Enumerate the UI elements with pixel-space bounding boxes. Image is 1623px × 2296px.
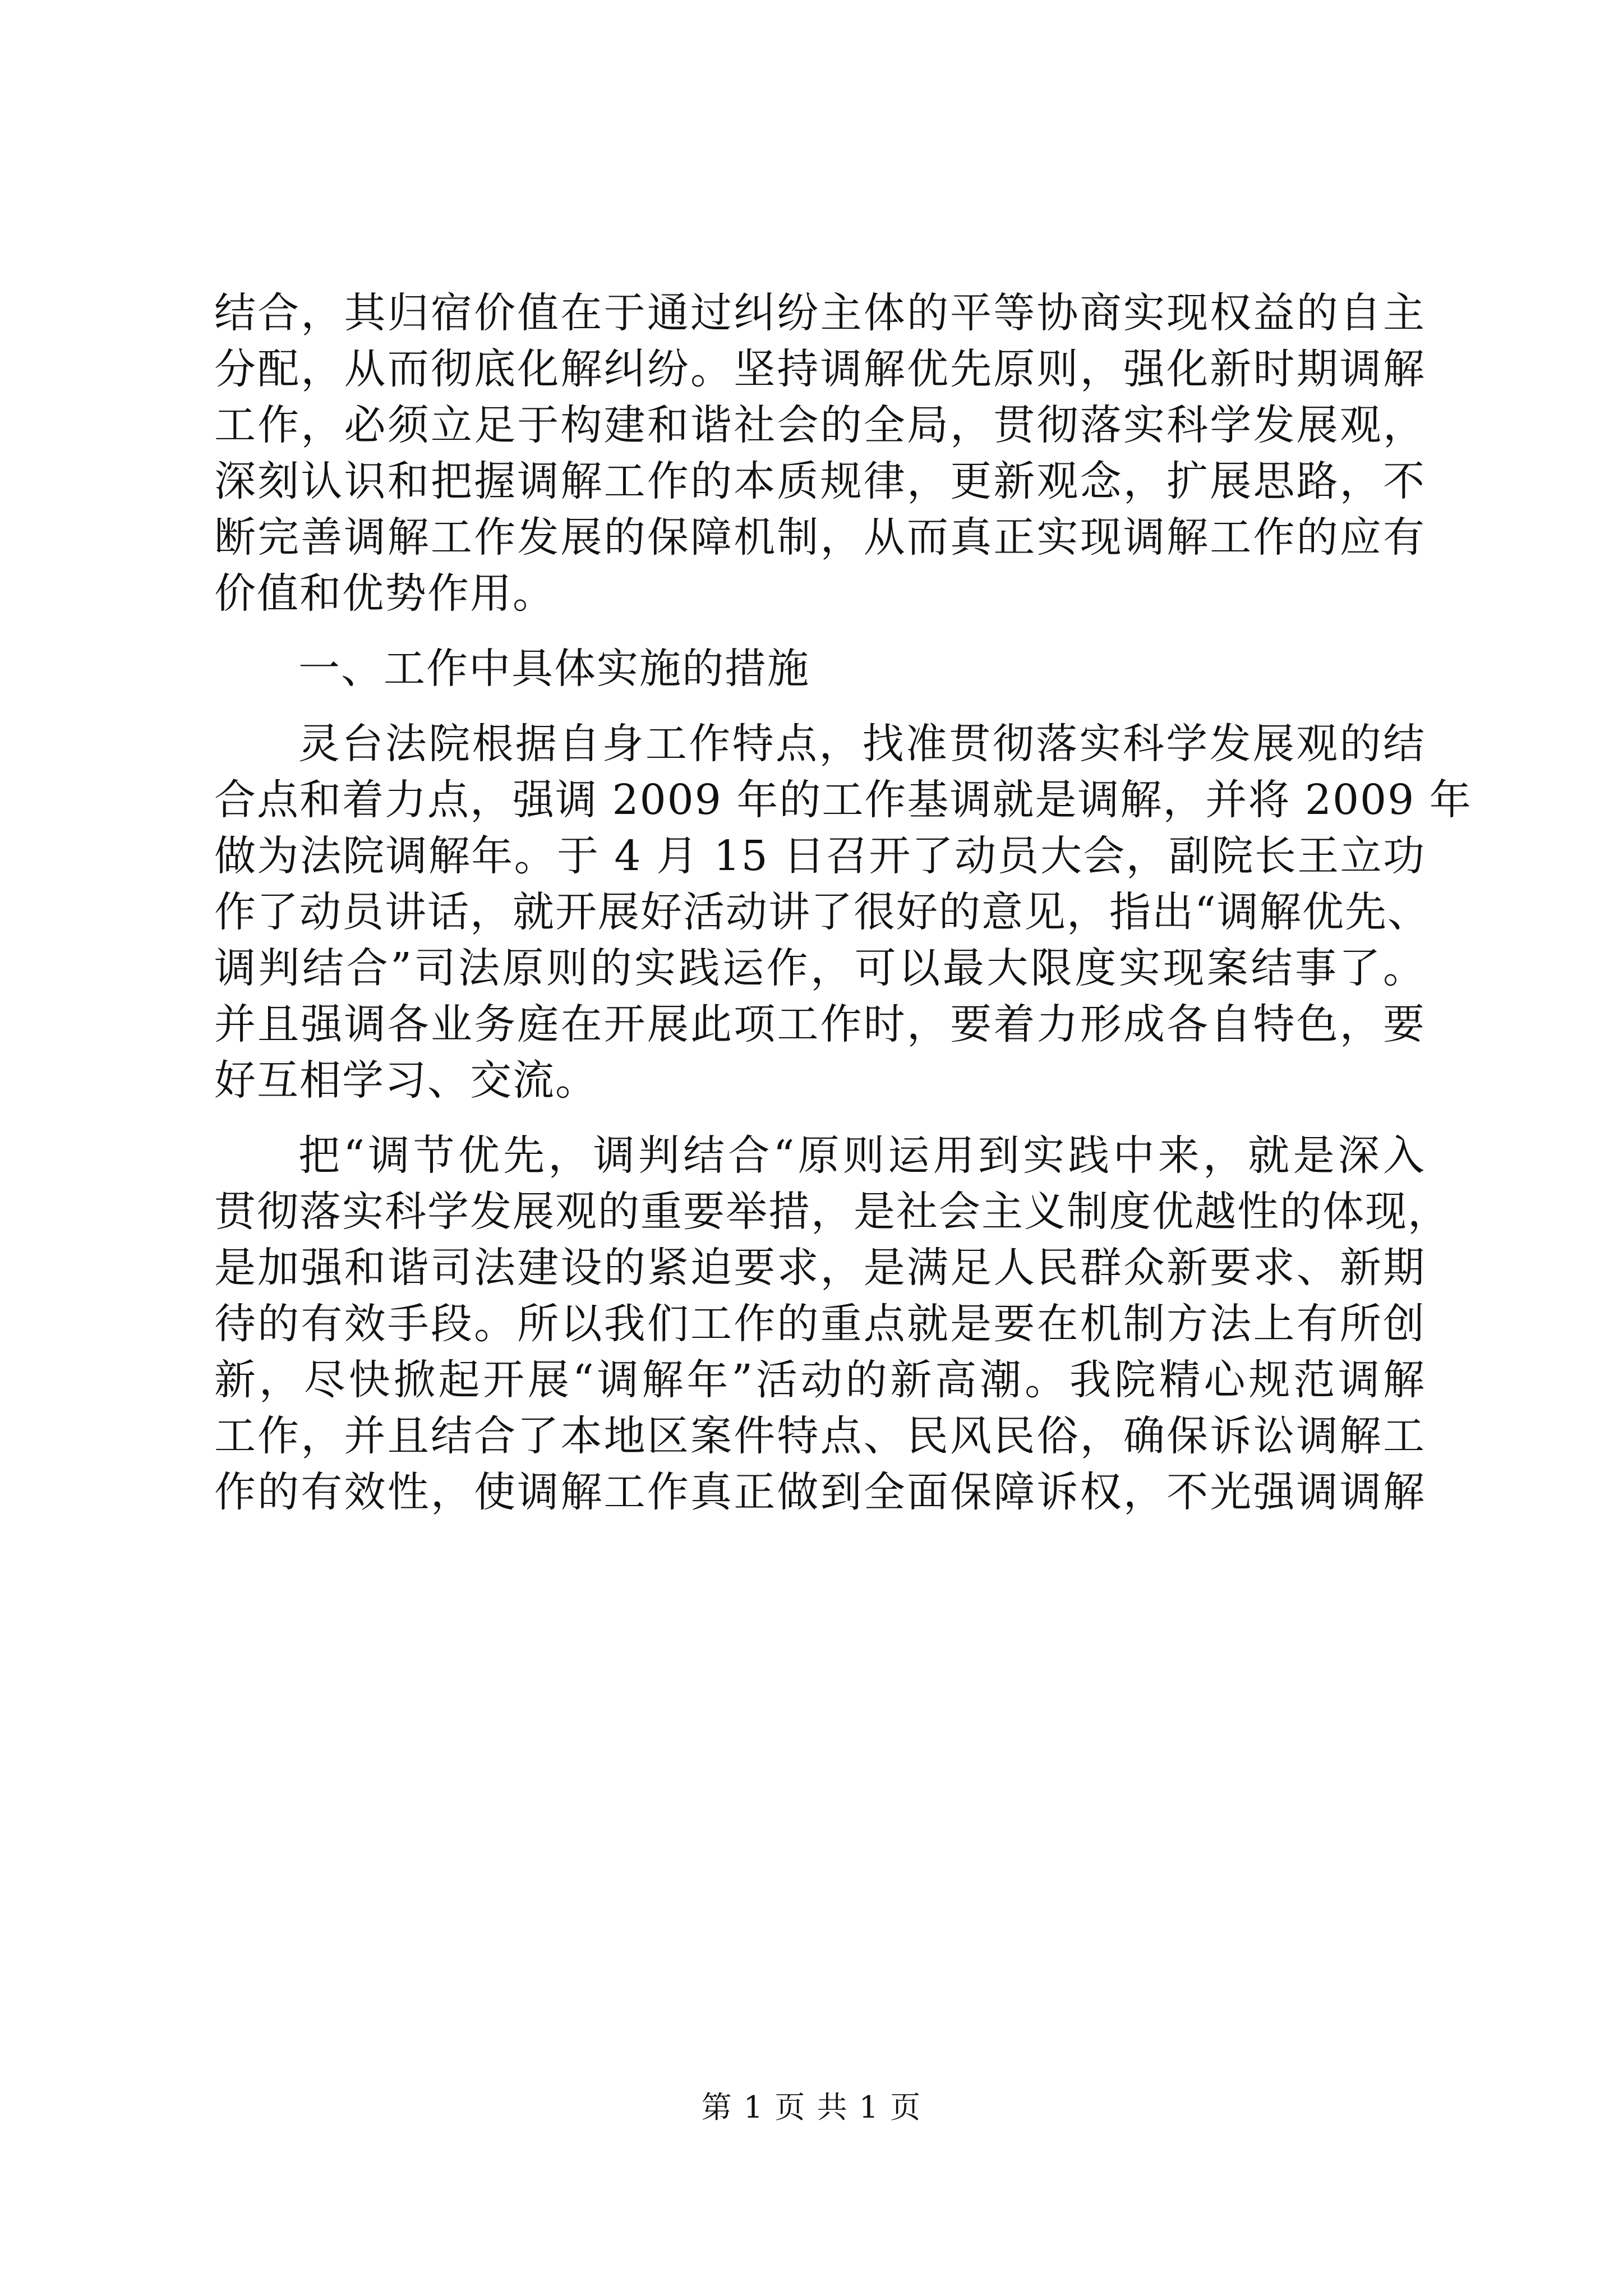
text-line: 合点和着力点，强调 2009 年的工作基调就是调解，并将 2009 年	[214, 776, 1472, 824]
page-number-label: 第 1 页 共 1 页	[701, 2090, 922, 2125]
paragraph-3	[214, 716, 1472, 1108]
text-line: 贯彻落实科学发展观的重要举措，是社会主义制度优越性的体现，	[214, 1188, 1450, 1236]
text-line: 做为法院调解年。于 4 月 15 日召开了动员大会，副院长王立功	[214, 832, 1426, 880]
text-line: 并且强调各业务庭在开展此项工作时，要着力形成各自特色，要	[214, 1000, 1426, 1048]
text-line: 新，尽快掀起开展“调解年”活动的新高潮。我院精心规范调解	[214, 1356, 1426, 1404]
text-line: 把“调节优先，调判结合“原则运用到实践中来，就是深入	[298, 1131, 1426, 1180]
heading-text: 一、工作中具体实施的措施	[298, 645, 810, 693]
text-line: 工作，必须立足于构建和谐社会的全局，贯彻落实科学发展观，	[214, 401, 1426, 449]
text-line: 断完善调解工作发展的保障机制，从而真正实现调解工作的应有	[214, 513, 1426, 562]
section-heading	[214, 641, 1426, 697]
text-line: 待的有效手段。所以我们工作的重点就是要在机制方法上有所创	[214, 1300, 1426, 1348]
document-body	[214, 285, 1472, 1520]
text-line: 分配，从而彻底化解纠纷。坚持调解优先原则，强化新时期调解	[214, 345, 1426, 393]
text-line: 调判结合”司法原则的实践运作，可以最大限度实现案结事了。	[214, 944, 1426, 992]
text-line: 深刻认识和把握调解工作的本质规律，更新观念，扩展思路，不	[214, 457, 1426, 505]
text-line: 是加强和谐司法建设的紧迫要求，是满足人民群众新要求、新期	[214, 1244, 1426, 1292]
page-footer	[0, 2088, 1623, 2127]
text-line: 结合，其归宿价值在于通过纠纷主体的平等协商实现权益的自主	[214, 289, 1426, 337]
text-line: 作的有效性，使调解工作真正做到全面保障诉权，不光强调调解	[214, 1468, 1426, 1516]
text-line: 灵台法院根据自身工作特点，找准贯彻落实科学发展观的结	[298, 720, 1426, 768]
text-line: 价值和优势作用。	[214, 569, 555, 618]
text-line: 作了动员讲话，就开展好活动讲了很好的意见，指出“调解优先、	[214, 888, 1430, 936]
text-line: 工作，并且结合了本地区案件特点、民风民俗，确保诉讼调解工	[214, 1412, 1426, 1460]
paragraph-1	[214, 285, 1426, 622]
paragraph-4	[214, 1128, 1450, 1520]
text-line: 好互相学习、交流。	[214, 1056, 598, 1105]
